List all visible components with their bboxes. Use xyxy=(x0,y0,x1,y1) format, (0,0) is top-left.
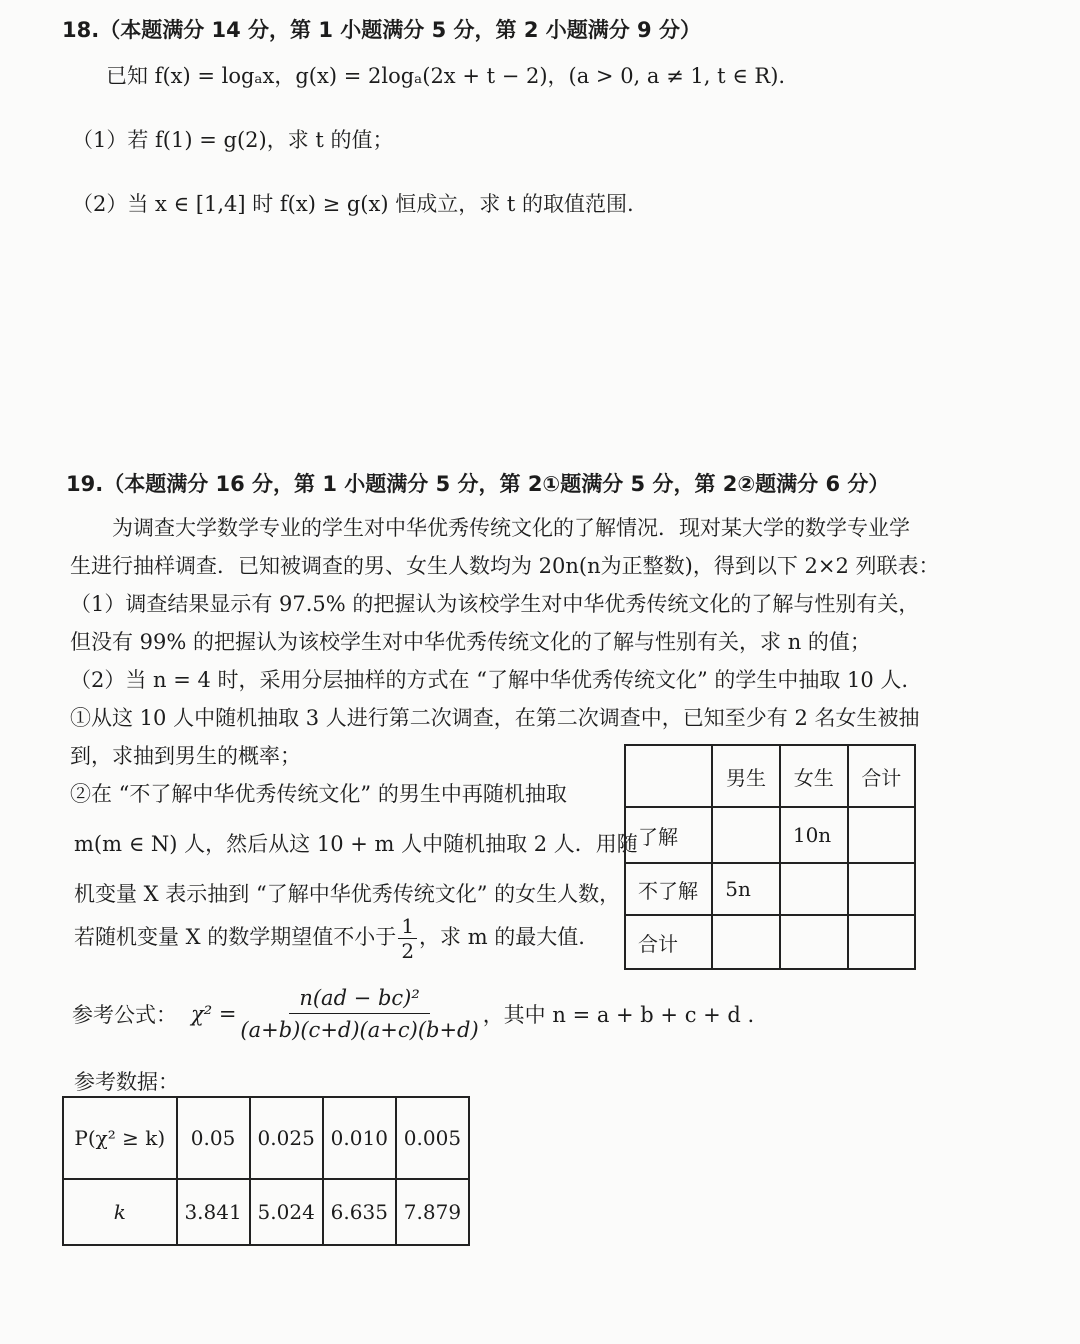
q18-part2: （2）当 x ∈ [1,4] 时 f(x) ≥ g(x) 恒成立，求 t 的取值范围. xyxy=(72,192,634,216)
table-cell xyxy=(848,915,915,969)
formula-label: 参考公式： xyxy=(72,1003,177,1027)
formula-tail: ，其中 n = a + b + c + d . xyxy=(482,1003,755,1027)
q19-part1-line1: （1）调查结果显示有 97.5% 的把握认为该校学生对中华优秀传统文化的了解与性别有关， xyxy=(70,592,920,616)
table-cell: 0.010 xyxy=(323,1097,396,1179)
contingency-table xyxy=(624,744,916,970)
table-cell xyxy=(848,807,915,863)
table-cell xyxy=(712,807,780,863)
table-row xyxy=(625,863,915,915)
q19-part1-line2: 但没有 99% 的把握认为该校学生对中华优秀传统文化的了解与性别有关，求 n 的值； xyxy=(70,630,871,654)
table-header-female: 女生 xyxy=(780,745,848,807)
reference-formula xyxy=(72,986,754,1042)
formula-lhs: χ² = xyxy=(191,1002,237,1026)
q18-given: 已知 f(x) = logₐx，g(x) = 2logₐ(2x + t − 2)，(a > 0, a ≠ 1, t ∈ R). xyxy=(106,64,786,88)
table-header-male: 男生 xyxy=(712,745,780,807)
table-cell: 3.841 xyxy=(177,1179,250,1245)
table-cell: P(χ² ≥ k) xyxy=(63,1097,177,1179)
row-label-total: 合计 xyxy=(625,915,712,969)
table-row xyxy=(63,1179,469,1245)
q19-sub2-text-a: 若随机变量 X 的数学期望值不小于 xyxy=(74,925,397,949)
table-cell: 7.879 xyxy=(396,1179,469,1245)
q19-sub2-text-b: ，求 m 的最大值. xyxy=(419,925,585,949)
table-row xyxy=(63,1097,469,1179)
q19-sub2-line3: 机变量 X 表示抽到 “了解中华优秀传统文化” 的女生人数， xyxy=(74,882,621,906)
table-cell: 0.005 xyxy=(396,1097,469,1179)
table-cell: 6.635 xyxy=(323,1179,396,1245)
table-cell: 5n xyxy=(712,863,780,915)
formula-denominator: (a+b)(c+d)(a+c)(b+d) xyxy=(240,1018,479,1042)
q19-part2-intro: （2）当 n = 4 时，采用分层抽样的方式在 “了解中华优秀传统文化” 的学生中抽取 10 人. xyxy=(70,668,909,692)
q19-para-line2: 生进行抽样调查．已知被调查的男、女生人数均为 20n(n为正整数)，得到以下 2×2 列联表： xyxy=(70,554,940,578)
table-row xyxy=(625,915,915,969)
row-label-know: 了解 xyxy=(625,807,712,863)
table-cell: 10n xyxy=(780,807,848,863)
table-cell xyxy=(712,915,780,969)
q18-part1: （1）若 f(1) = g(2)，求 t 的值； xyxy=(72,128,394,152)
one-half-fraction: $\frac{1}{2}$ xyxy=(398,914,417,963)
table-row xyxy=(625,745,915,807)
row-label-not-know: 不了解 xyxy=(625,863,712,915)
q19-header: 19.（本题满分 16 分，第 1 小题满分 5 分，第 2①题满分 5 分，第 2②题满分 6 分） xyxy=(66,472,890,496)
formula-numerator: n(ad − bc)² xyxy=(289,986,429,1014)
q19-sub2-line4 xyxy=(74,914,585,963)
table-cell xyxy=(780,863,848,915)
table-cell xyxy=(780,915,848,969)
reference-data-table xyxy=(62,1096,470,1246)
table-cell: 0.025 xyxy=(250,1097,323,1179)
q19-sub2-line2: m(m ∈ N) 人，然后从这 10 + m 人中随机抽取 2 人．用随 xyxy=(74,832,638,856)
table-cell: k xyxy=(63,1179,177,1245)
formula-fraction xyxy=(240,986,478,1042)
q19-sub1-line2: 到，求抽到男生的概率； xyxy=(70,744,301,768)
reference-data-label: 参考数据： xyxy=(74,1070,179,1094)
q19-sub2-line1: ②在 “不了解中华优秀传统文化” 的男生中再随机抽取 xyxy=(70,782,567,806)
table-cell xyxy=(848,863,915,915)
table-cell xyxy=(625,745,712,807)
q19-para-line1: 为调查大学数学专业的学生对中华优秀传统文化的了解情况．现对某大学的数学专业学 xyxy=(112,516,910,540)
q18-header: 18.（本题满分 14 分，第 1 小题满分 5 分，第 2 小题满分 9 分） xyxy=(62,18,701,42)
q19-sub1-line1: ①从这 10 人中随机抽取 3 人进行第二次调查，在第二次调查中，已知至少有 2 名女生被抽 xyxy=(70,706,920,730)
table-cell: 5.024 xyxy=(250,1179,323,1245)
table-header-total: 合计 xyxy=(848,745,915,807)
table-cell: 0.05 xyxy=(177,1097,250,1179)
table-row xyxy=(625,807,915,863)
